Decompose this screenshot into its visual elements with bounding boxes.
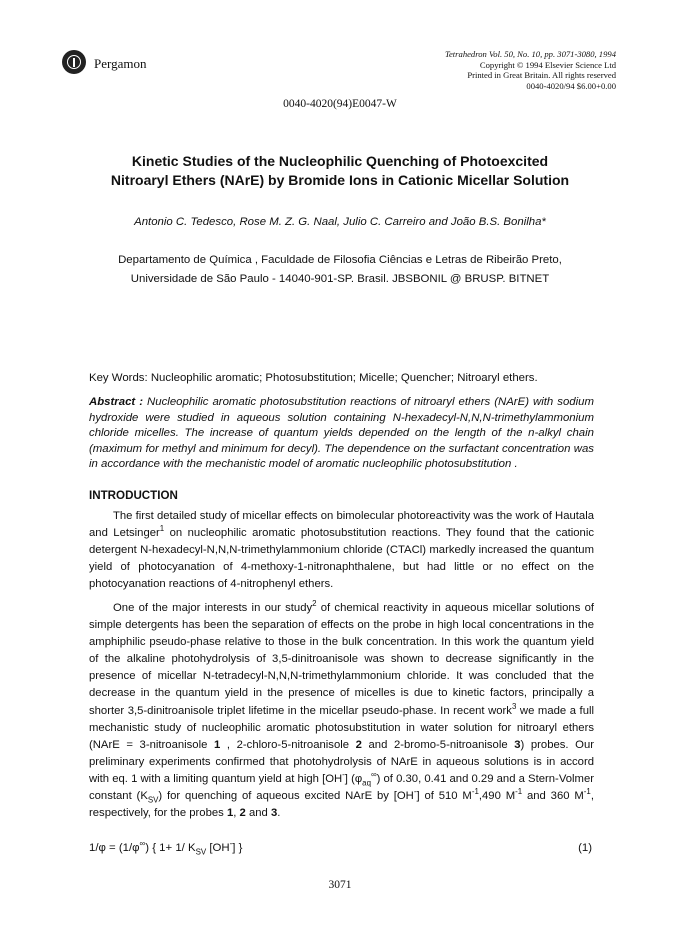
abstract-text: Nucleophilic aromatic photosubstitution reactions of nitroaryl ethers (NArE) with sodium hydroxide were studied in aqueous solution containing N-hexadecyl-N,N,N-trimethylammonium chloride micelles. The increase of quantum yields depended on the length of the n-alkyl chain (maximum for methyl and minimum for decyl). The dependence on the surfactant concentration was in accordance with the mechanistic model of aromatic nucleophilic photosubstitution . [89, 396, 594, 471]
affiliation-line: Universidade de São Paulo - 14040-901-SP. Brasil. JBSBONIL @ BRUSP. BITNET [130, 273, 550, 285]
journal-citation [445, 49, 616, 91]
intro-paragraph-1: The first detailed study of micellar effects on bimolecular photoreactivity was the work of Hautala and Letsinger$^1$ on nucleophilic aromatic photosubstitution reactions. They found that the cationic detergent N-hexadecyl-N,N,N-trimethylammonium chloride (CTACl) markedly increased the quantum yield of photocyanation of 4-methoxy-1-nitronaphthalene, but had little or no effect on the photocyanation reactions of 4-nitrophenyl ethers. [89, 510, 594, 591]
citation-line: Copyright © 1994 Elsevier Science Ltd [479, 59, 616, 70]
keywords: Key Words: Nucleophilic aromatic; Photosubstitution; Micelle; Quencher; Nitroaryl ethers. [89, 372, 538, 384]
author-list: Antonio C. Tedesco, Rose M. Z. G. Naal, Julio C. Carreiro and João B.S. Bonilha* [134, 216, 546, 228]
equation-1: 1/φ = (1/φ∞) { 1+ 1/ $K_{SV}$ [OH-] } [89, 839, 243, 857]
equation-number: (1) [578, 842, 592, 854]
reference-marker: 3 [511, 701, 517, 711]
article-title [0, 152, 680, 190]
page-number: 3071 [328, 879, 352, 891]
publisher-name: Pergamon [94, 56, 147, 71]
title-line: Kinetic Studies of the Nucleophilic Quenching of Photoexcited [131, 153, 549, 169]
title-line: Nitroaryl Ethers (NArE) by Bromide Ions in Cationic Micellar Solution [110, 172, 570, 188]
intro-paragraph-2: One of the major interests in our study$^2$ of chemical reactivity in aqueous micellar solutions of simple detergents has been the separation of effects on the probe in high local concentrations in the amphiphilic pseudo-phase relative to those in the bulk concentration. In this work the quantum yield of the alkaline photohydrolysis of 3,5-dinitroanisole was shown to decrease significantly in the presence of micellar N-tetradecyl-N,N,N-trimethylammonium chloride. It was concluded that the decrease in the quantum yield in the presence of micelles is due to kinetic factors, principally a shorter 3,5-dinitroanisole triplet lifetime in the micellar pseudo-phase. In recent work$^3$ we made a full mechanistic study of nucleophilic aromatic photosubstitution in water solution for nitroaryl ethers (NArE = 3-nitroanisole 1 , 2-chloro-5-nitroanisole 2 and 2-bromo-5-nitroanisole 3) probes. Our preliminary experiments confirmed that photohydrolysis of NArE in aqueous solutions is in accord with eq. 1 with a limiting quantum yield at high [OH-] $(\varphi_{aq}^\infty)$ of 0.30, 0.41 and 0.29 and a Stern-Volmer constant $(K_{SV})$ for quenching of aqueous excited NArE by [OH-] of 510 $M^{-1},490$ $M^{-1}$ and 360 $M^{-1}$, respectively, for the probes 1, 2 and 3. [89, 599, 594, 820]
abstract-label: Abstract : [89, 396, 144, 408]
abstract [89, 395, 594, 473]
section-heading: INTRODUCTION [89, 489, 178, 502]
affiliation [0, 251, 680, 289]
reference-marker: 2 [312, 599, 317, 609]
article-code: 0040-4020(94)E0047-W [283, 98, 397, 110]
citation-line: Tetrahedron Vol. 50, No. 10, pp. 3071-3080, 1994 [444, 49, 616, 59]
affiliation-line: Departamento de Química , Faculdade de Filosofia Ciências e Letras de Ribeirão Preto, [118, 254, 562, 266]
reference-marker: 1 [159, 524, 165, 534]
citation-line: 0040-4020/94 $6.00+0.00 [526, 80, 616, 91]
citation-line: Printed in Great Britain. All rights reserved [467, 70, 616, 81]
logo-tree-icon [73, 58, 75, 67]
publisher-logo [62, 50, 86, 74]
